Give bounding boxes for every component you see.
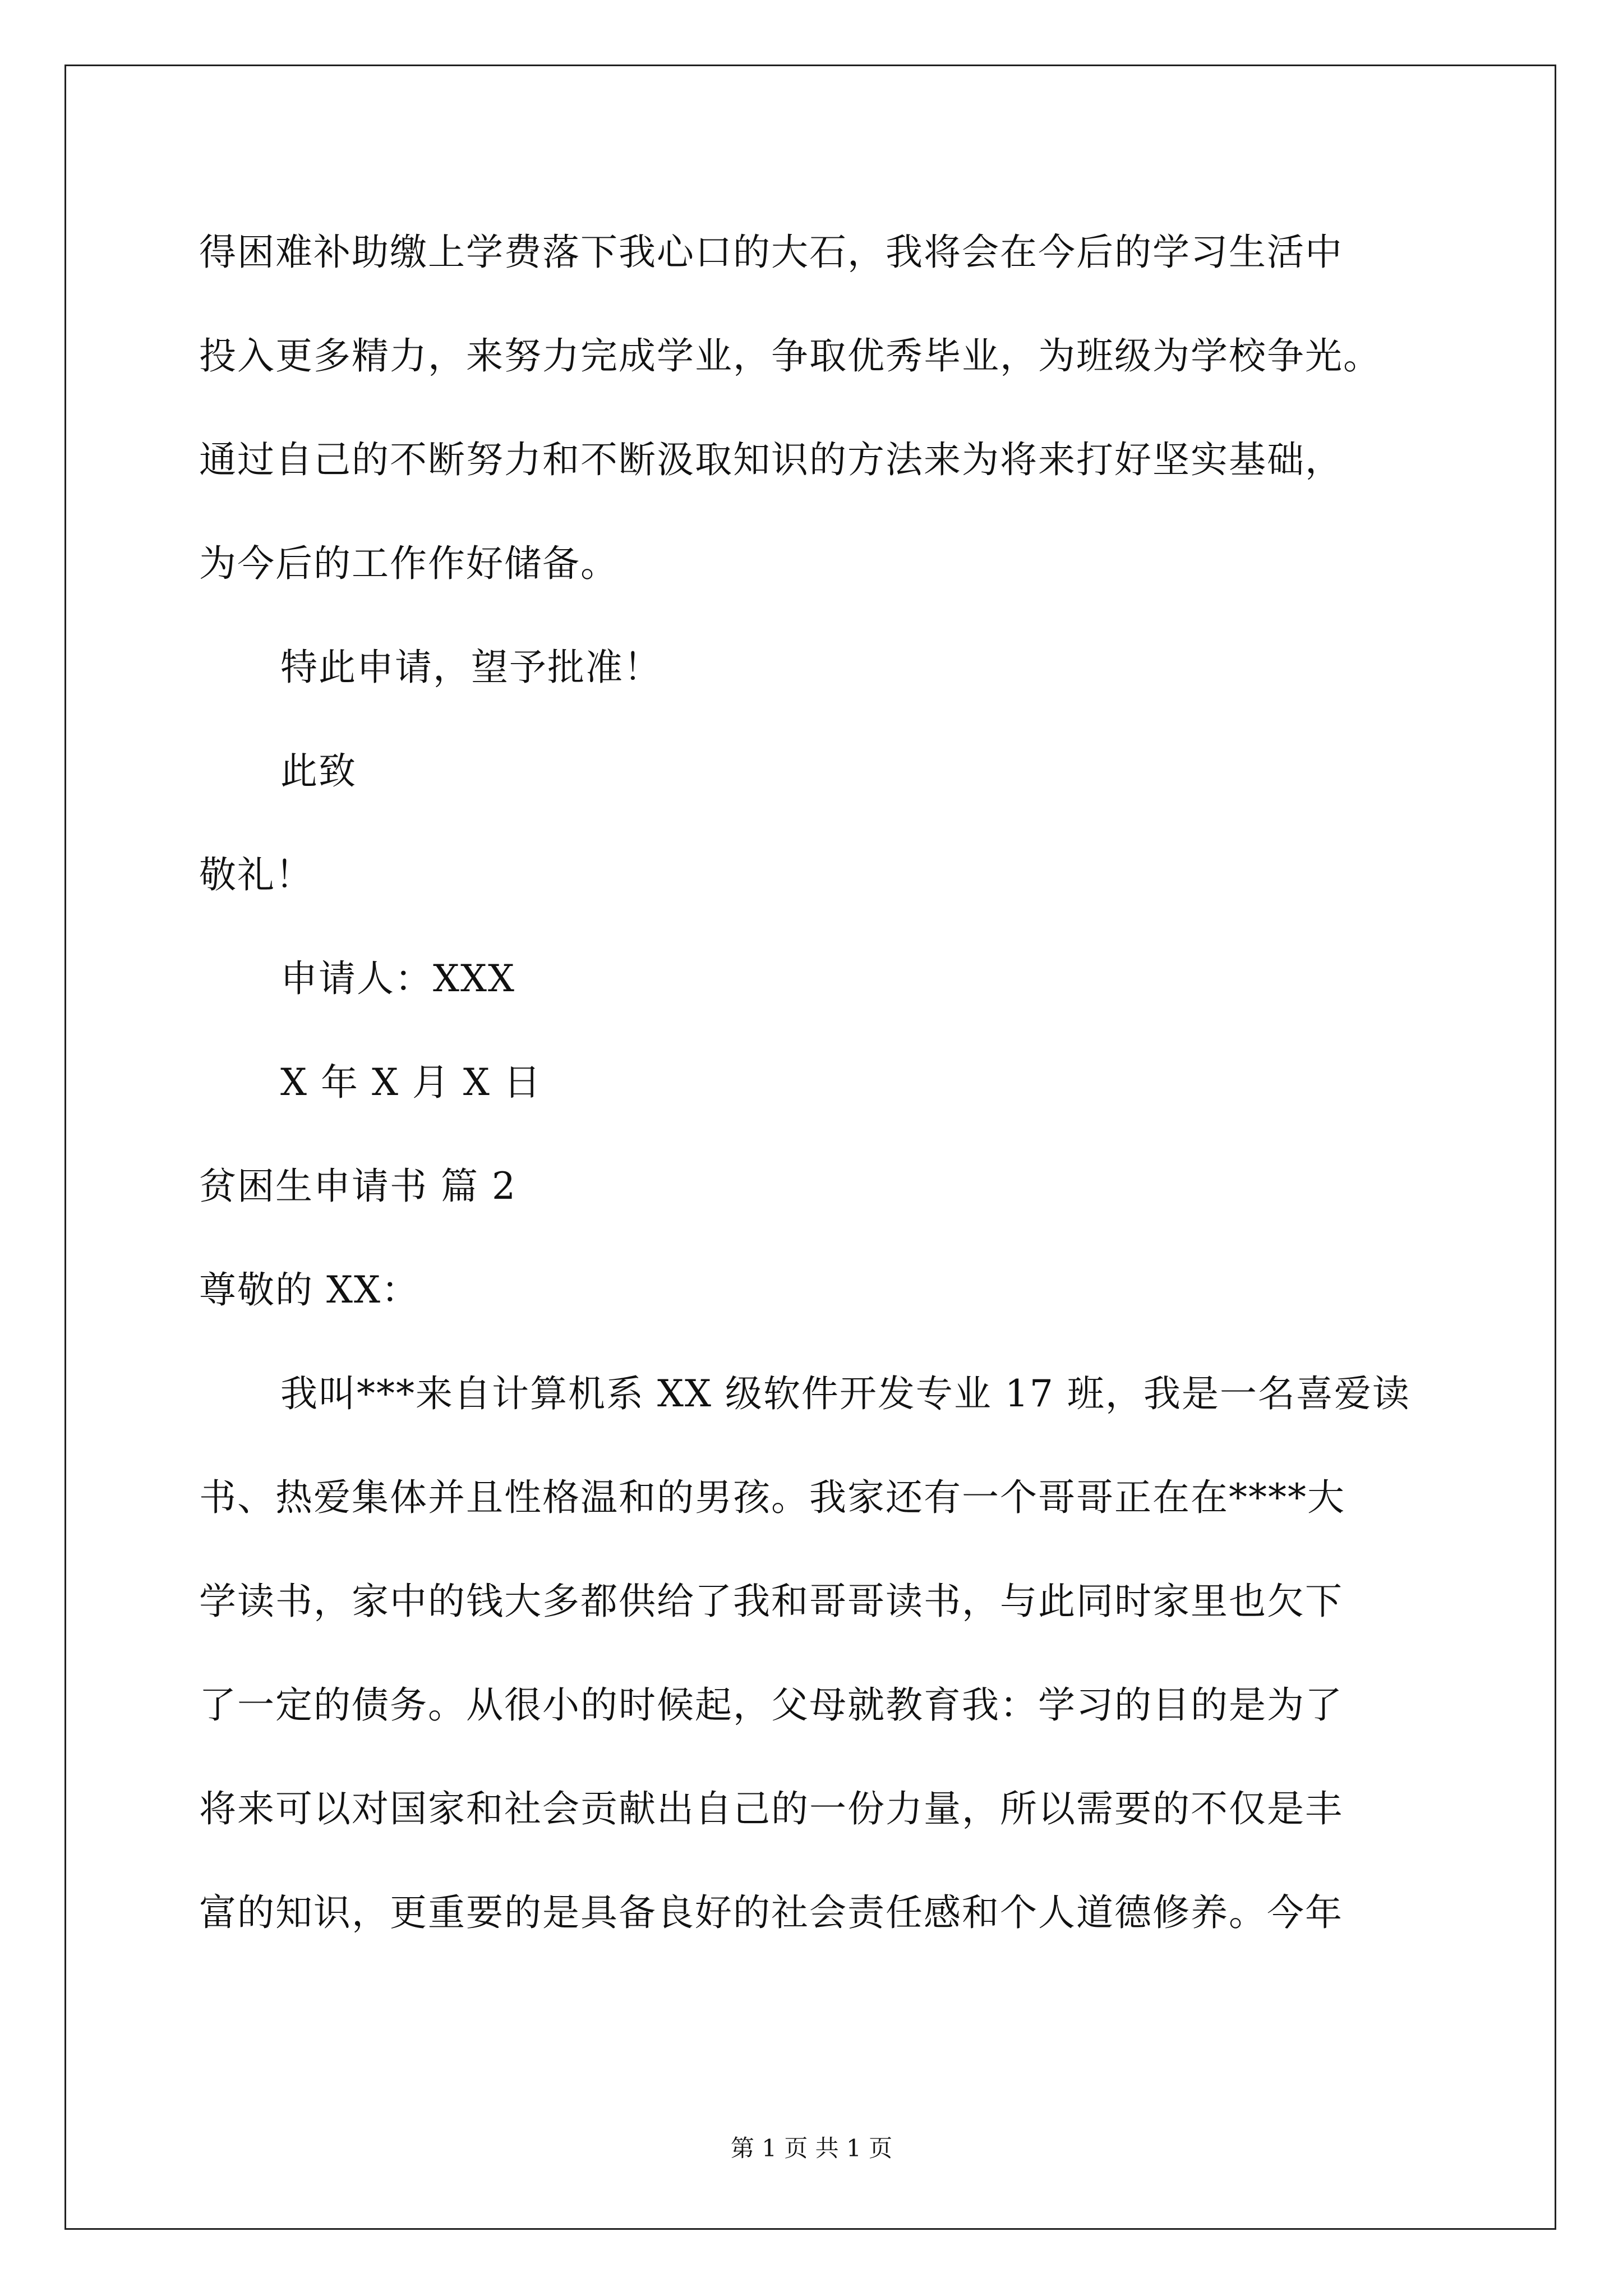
body-text-line: 将来可以对国家和社会贡献出自己的一份力量，所以需要的不仅是丰 (199, 1787, 1343, 1830)
page-number-footer: 第 1 页 共 1 页 (730, 2134, 893, 2162)
body-text-line: 我叫***来自计算机系 XX 级软件开发专业 17 班，我是一名喜爱读 (280, 1372, 1410, 1415)
applicant-signature: 申请人：XXX (280, 957, 515, 1000)
body-text-line: 得困难补助缴上学费落下我心口的大石，我将会在今后的学习生活中 (199, 231, 1343, 274)
salutation-cizhi: 此致 (280, 749, 357, 793)
greeting: 尊敬的 XX： (199, 1268, 419, 1312)
section-heading: 贫困生申请书 篇 2 (199, 1165, 517, 1208)
body-text-line: 为今后的工作作好储备。 (199, 542, 619, 585)
body-text-line: 富的知识，更重要的是具备良好的社会责任感和个人道德修养。今年 (199, 1891, 1343, 1934)
body-text-line: 通过自己的不断努力和不断汲取知识的方法来为将来打好坚实基础， (199, 438, 1343, 481)
date-line: X 年 X 月 X 日 (280, 1061, 542, 1104)
body-text-line: 了一定的债务。从很小的时候起，父母就教育我：学习的目的是为了 (199, 1683, 1343, 1727)
closing-request: 特此申请，望予批准！ (280, 646, 662, 689)
salutation-jingli: 敬礼！ (199, 853, 313, 896)
body-text-line: 投入更多精力，来努力完成学业，争取优秀毕业，为班级为学校争光。 (199, 334, 1381, 378)
body-text-line: 书、热爱集体并且性格温和的男孩。我家还有一个哥哥正在在****大 (199, 1476, 1345, 1519)
body-text-line: 学读书，家中的钱大多都供给了我和哥哥读书，与此同时家里也欠下 (199, 1580, 1343, 1623)
